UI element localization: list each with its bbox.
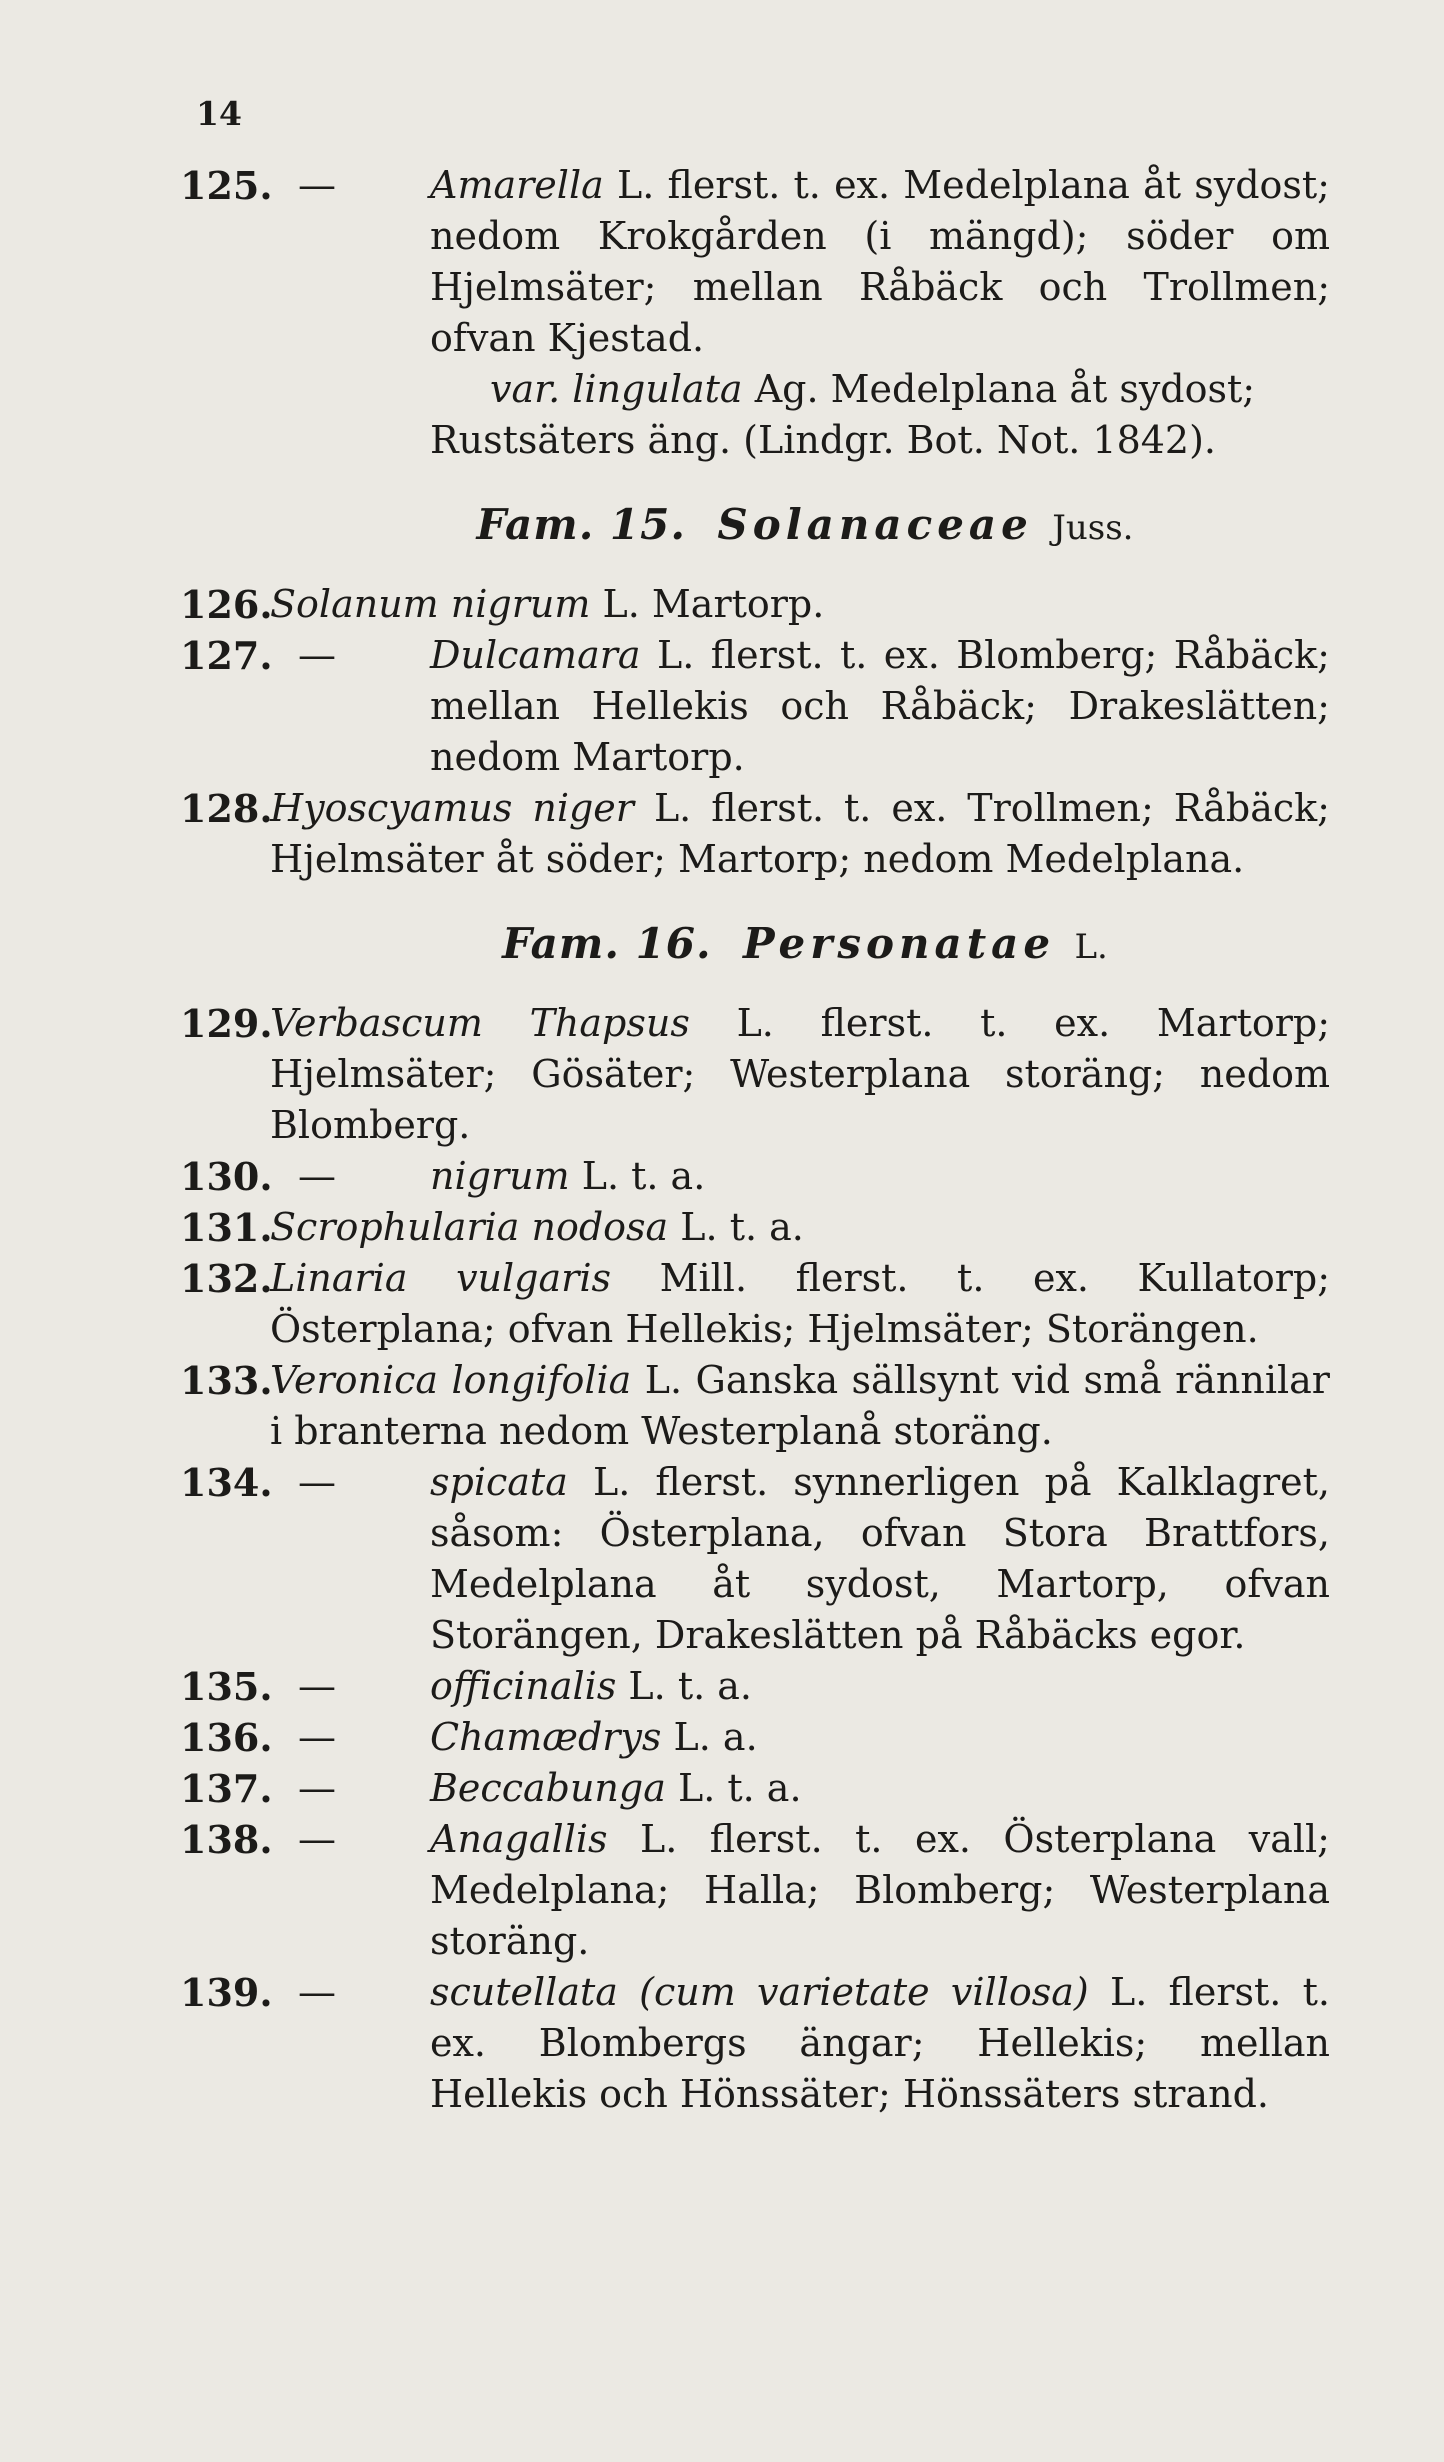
- species-entry: [180, 579, 1330, 630]
- species-text: L. flerst. t. ex. Trollmen; Råbäck; Hjelmsäter åt söder; Martorp; nedom Medelplana.: [270, 786, 1330, 881]
- species-entry: [180, 1202, 1330, 1253]
- species-entry: [180, 1814, 1330, 1967]
- variety-name: var. lingulata: [490, 367, 743, 411]
- entry-number: 135.: [180, 1664, 273, 1709]
- species-entry: [180, 783, 1330, 885]
- species-name: Hyoscyamus niger: [270, 786, 634, 830]
- entry-number: 133.: [180, 1358, 273, 1403]
- species-entry: [180, 1967, 1330, 2120]
- species-name: Veronica longifolia: [270, 1358, 632, 1402]
- entry-number: 138.: [180, 1817, 273, 1862]
- entry-dash: —: [298, 1460, 336, 1504]
- page-number: 14: [196, 94, 242, 133]
- entry-number: 139.: [180, 1970, 273, 2015]
- entry-dash: —: [298, 1970, 336, 2014]
- entry-number: 134.: [180, 1460, 273, 1505]
- family-author: L.: [1074, 927, 1108, 967]
- species-entry: [180, 1763, 1330, 1814]
- species-entry: [180, 1712, 1330, 1763]
- entry-number: 137.: [180, 1766, 273, 1811]
- entry-number: 125.: [180, 163, 273, 208]
- species-text: L. flerst. t. ex. Österplana vall; Medelplana; Halla; Blomberg; Westerplana storäng.: [430, 1817, 1330, 1963]
- species-entry: [180, 1151, 1330, 1202]
- species-text: L. flerst. t. ex. Medelplana åt sydost; nedom Krokgården (i mängd); söder om Hjelmsäter; mellan Råbäck och Trollmen; ofvan Kjestad.: [430, 163, 1330, 360]
- species-text: L. t. a.: [628, 1664, 752, 1708]
- species-name: Linaria vulgaris: [270, 1256, 611, 1300]
- entry-dash: —: [298, 163, 336, 207]
- species-text: L. Martorp.: [602, 582, 825, 626]
- entry-dash: —: [298, 1817, 336, 1861]
- species-name: Verbascum Thapsus: [270, 1001, 690, 1045]
- species-name: officinalis: [430, 1664, 617, 1708]
- entry-number: 130.: [180, 1154, 273, 1199]
- species-name: Solanum nigrum: [270, 582, 591, 626]
- family-heading: [180, 500, 1330, 549]
- entry-number: 136.: [180, 1715, 273, 1760]
- species-name: Scrophularia nodosa: [270, 1205, 669, 1249]
- entry-dash: —: [298, 1664, 336, 1708]
- family-label: Fam. 15.: [476, 500, 687, 549]
- species-text: L. a.: [673, 1715, 758, 1759]
- family-name: Solanaceae: [717, 500, 1033, 549]
- species-name: Beccabunga: [430, 1766, 666, 1810]
- species-entry: [180, 1457, 1330, 1661]
- species-text: L. Ganska sällsynt vid små rännilar i branterna nedom Westerplanå storäng.: [270, 1358, 1330, 1453]
- entry-number: 131.: [180, 1205, 273, 1250]
- species-text: L. flerst. synnerligen på Kalklagret, såsom: Österplana, ofvan Stora Brattfors, Medelplana åt sydost, Martorp, ofvan Storängen, Drakeslätten på Råbäcks egor.: [430, 1460, 1330, 1657]
- family-label: Fam. 16.: [502, 919, 712, 968]
- species-name: Anagallis: [430, 1817, 608, 1861]
- species-text: L. t. a.: [581, 1154, 706, 1198]
- entry-dash: —: [298, 1715, 336, 1759]
- species-text: L. flerst. t. ex. Blombergs ängar; Hellekis; mellan Hellekis och Hönssäter; Hönssäters strand.: [430, 1970, 1330, 2116]
- species-entry: [180, 1355, 1330, 1457]
- species-name: scutellata (cum varietate villosa): [430, 1970, 1089, 2014]
- family-author: Juss.: [1052, 508, 1134, 548]
- entry-number: 128.: [180, 786, 273, 831]
- species-entry: [180, 160, 1330, 364]
- species-name: Dulcamara: [430, 633, 641, 677]
- family-name: Personatae: [743, 919, 1056, 968]
- entry-dash: —: [298, 1154, 336, 1198]
- species-entry: [180, 1661, 1330, 1712]
- species-entry: [180, 998, 1330, 1151]
- entry-number: 127.: [180, 633, 273, 678]
- species-text: Mill. flerst. t. ex. Kullatorp; Österplana; ofvan Hellekis; Hjelmsäter; Storängen.: [270, 1256, 1330, 1351]
- species-name: nigrum: [430, 1154, 570, 1198]
- variety-entry: [180, 364, 1330, 466]
- species-name: spicata: [430, 1460, 568, 1504]
- entry-dash: —: [298, 633, 336, 677]
- entry-number: 129.: [180, 1001, 273, 1046]
- species-text: L. flerst. t. ex. Martorp; Hjelmsäter; Gösäter; Westerplana storäng; nedom Blomberg.: [270, 1001, 1331, 1147]
- entry-dash: —: [298, 1766, 336, 1810]
- family-heading: [180, 919, 1330, 968]
- variety-text: Ag. Medelplana åt sydost; Rustsäters äng. (Lindgr. Bot. Not. 1842).: [430, 367, 1256, 462]
- species-text: L. flerst. t. ex. Blomberg; Råbäck; mellan Hellekis och Råbäck; Drakeslätten; nedom Martorp.: [430, 633, 1330, 779]
- species-entry: [180, 1253, 1330, 1355]
- species-text: L. t. a.: [680, 1205, 804, 1249]
- entry-number: 132.: [180, 1256, 273, 1301]
- species-text: L. t. a.: [677, 1766, 802, 1810]
- species-name: Chamædrys: [430, 1715, 662, 1759]
- species-name: Amarella: [430, 163, 604, 207]
- page-content: [180, 160, 1330, 2120]
- entry-number: 126.: [180, 582, 273, 627]
- species-entry: [180, 630, 1330, 783]
